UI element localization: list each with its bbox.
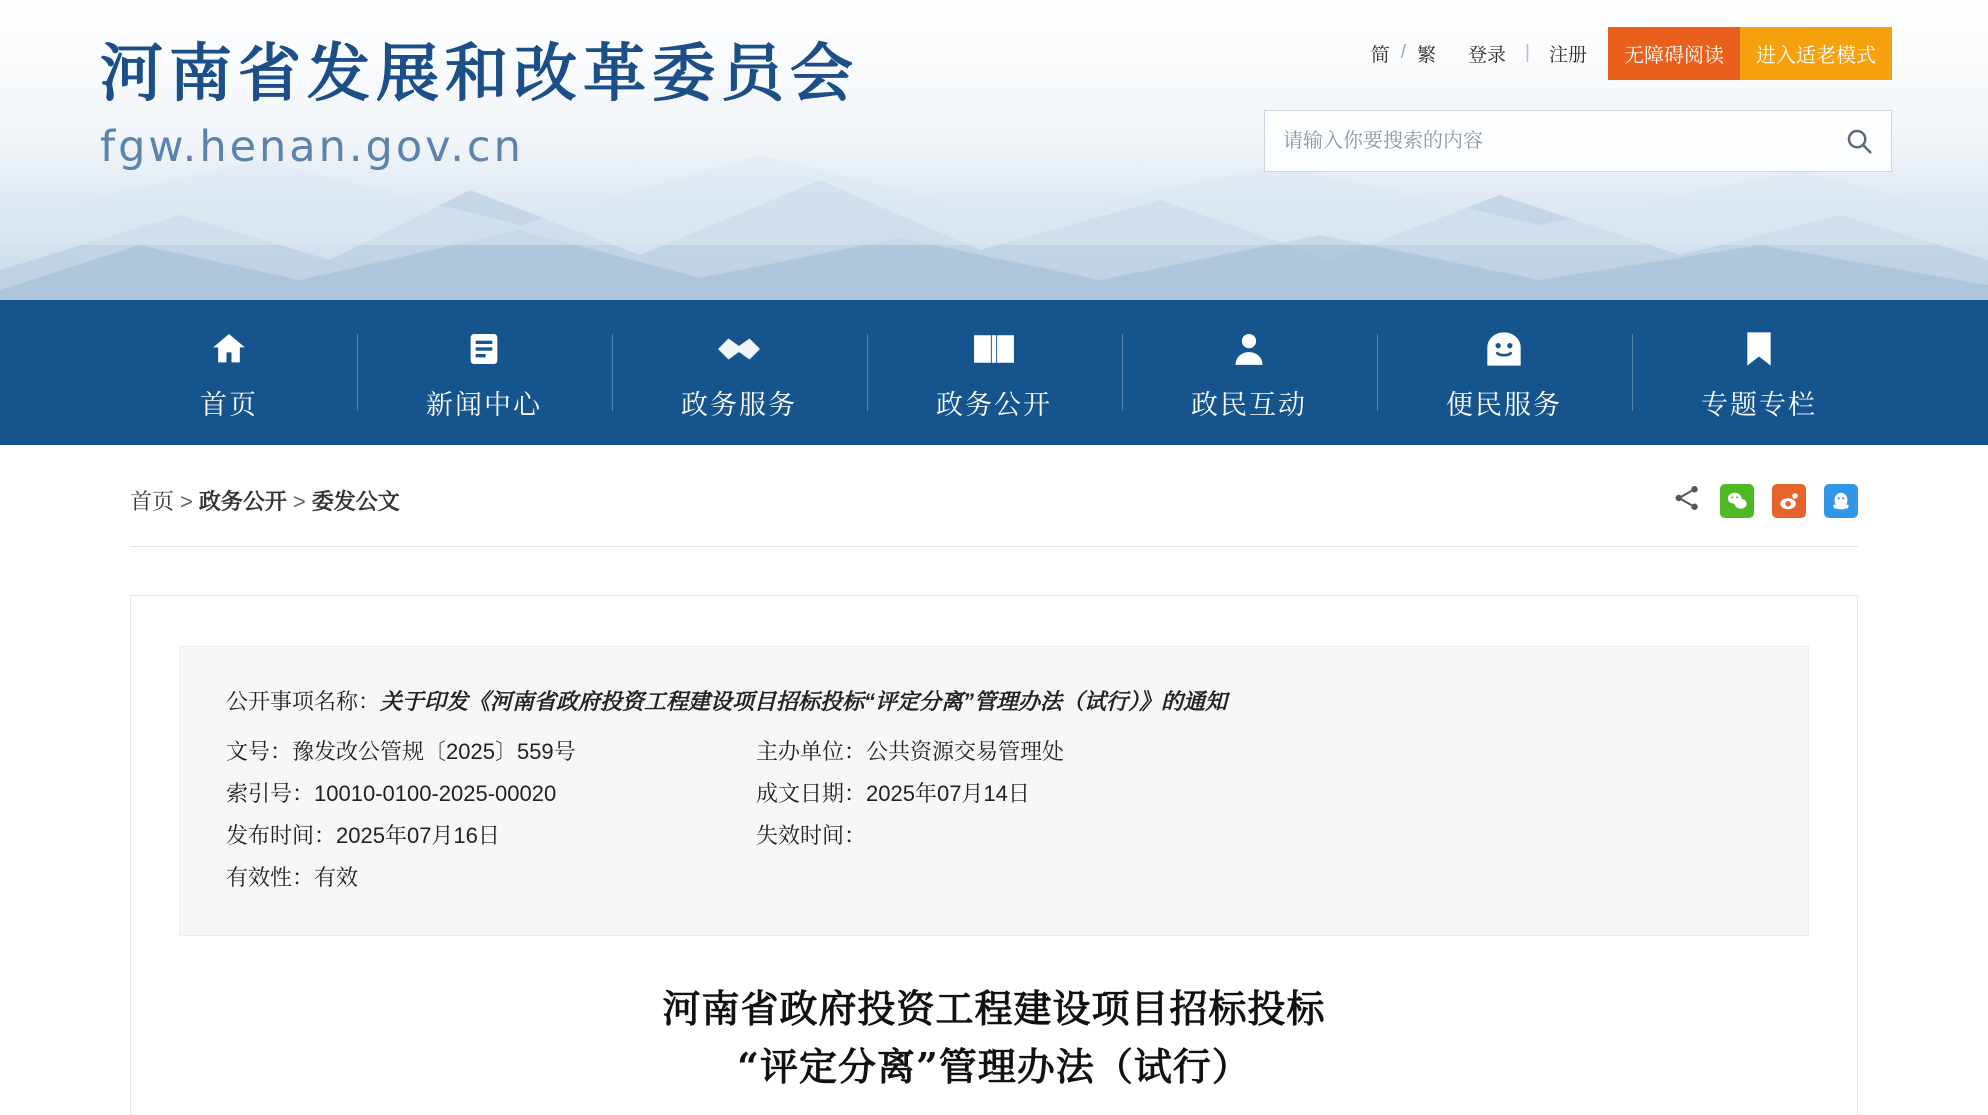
meta-publish-label: 发布时间：: [226, 823, 337, 848]
meta-grid: [226, 731, 1762, 899]
site-domain: fgw.henan.gov.cn: [100, 121, 524, 172]
meta-publish-value: 2025年07月16日: [336, 823, 500, 848]
share-nodes-icon[interactable]: [1672, 483, 1702, 518]
meta-name-value: 关于印发《河南省政府投资工程建设项目招标投标“评定分离”管理办法（试行）》的通知: [380, 689, 1228, 714]
breadcrumb-sep-2: >: [292, 489, 306, 514]
doc-title-line-2: “评定分离”管理办法（试行）: [737, 1044, 1251, 1089]
meta-org: [756, 731, 1762, 773]
nav-item-home[interactable]: [102, 300, 357, 445]
nav-item-convenience-service[interactable]: [1377, 300, 1632, 445]
share-row: [1672, 483, 1858, 518]
site-header-banner: [0, 0, 1988, 300]
lang-simplified-link[interactable]: 简: [1370, 44, 1390, 66]
nav-label: 便民服务: [1446, 390, 1562, 421]
article-meta-box: [179, 646, 1809, 936]
barrier-free-button[interactable]: 无障碍阅读: [1608, 27, 1740, 80]
utility-bar: [1362, 30, 1892, 76]
breadcrumb-level-2[interactable]: 政务公开: [198, 489, 287, 514]
meta-validity-label: 有效性：: [226, 865, 315, 890]
nav-label: 政民互动: [1191, 390, 1307, 421]
meta-empty-cell: [756, 857, 1762, 899]
nav-item-gov-openness[interactable]: [867, 300, 1122, 445]
utility-pipe: |: [1525, 42, 1530, 63]
weibo-icon[interactable]: [1772, 484, 1806, 518]
nav-label: 专题专栏: [1701, 390, 1817, 421]
meta-expire-time: [756, 815, 1762, 857]
search-input[interactable]: [1265, 130, 1827, 153]
meta-index-label: 索引号：: [226, 781, 315, 806]
nav-label: 政务公开: [936, 390, 1052, 421]
nav-item-gov-service[interactable]: [612, 300, 867, 445]
page-title: [179, 980, 1809, 1096]
meta-validity-value: 有效: [314, 865, 359, 890]
site-logo[interactable]: [100, 36, 859, 172]
person-icon: [1230, 323, 1268, 369]
breadcrumb-sep-1: >: [180, 489, 193, 514]
meta-publish-time: [226, 815, 756, 857]
bookmark-icon: [1741, 323, 1777, 369]
doc-title-line-1: 河南省政府投资工程建设项目招标投标: [662, 986, 1326, 1031]
lang-traditional-link[interactable]: 繁: [1417, 44, 1437, 66]
site-title-cn: 河南省发展和改革委员会: [100, 37, 859, 110]
qq-icon[interactable]: [1824, 484, 1858, 518]
search-box[interactable]: [1264, 110, 1892, 172]
elder-mode-button[interactable]: 进入适老模式: [1740, 27, 1892, 80]
login-link[interactable]: 登录: [1468, 44, 1507, 66]
breadcrumb-level-3[interactable]: 委发公文: [311, 489, 400, 514]
main-nav: [0, 300, 1988, 445]
meta-expire-label: 失效时间：: [756, 823, 867, 848]
meta-validity: [226, 857, 756, 899]
meta-written-date-label: 成文日期：: [756, 781, 867, 806]
news-icon: [464, 323, 504, 369]
handshake-icon: [715, 323, 763, 369]
nav-item-special-topics[interactable]: [1632, 300, 1887, 445]
meta-org-value: 公共资源交易管理处: [866, 739, 1065, 764]
nav-label: 首页: [200, 390, 258, 421]
breadcrumb-home[interactable]: 首页: [130, 489, 175, 514]
book-icon: [971, 323, 1017, 369]
nav-label: 政务服务: [681, 390, 797, 421]
meta-written-date: [756, 773, 1762, 815]
meta-name-label: 公开事项名称：: [226, 689, 381, 714]
meta-doc-no-value: 豫发改公管规〔2025〕559号: [292, 739, 576, 764]
meta-index: [226, 773, 756, 815]
search-icon: [1844, 126, 1874, 156]
meta-org-label: 主办单位：: [756, 739, 867, 764]
smile-icon: [1483, 323, 1525, 369]
lang-separator: /: [1400, 42, 1407, 63]
nav-item-news-center[interactable]: [357, 300, 612, 445]
home-icon: [207, 323, 251, 369]
nav-item-public-interaction[interactable]: [1122, 300, 1377, 445]
meta-public-item-name: [226, 681, 1762, 723]
meta-index-value: 10010-0100-2025-00020: [314, 781, 557, 806]
article-container: [130, 595, 1858, 1115]
register-link[interactable]: 注册: [1548, 44, 1587, 66]
breadcrumb: [130, 485, 400, 516]
meta-written-date-value: 2025年07月14日: [866, 781, 1030, 806]
meta-doc-no-label: 文号：: [226, 739, 293, 764]
search-button[interactable]: [1827, 111, 1891, 171]
wechat-icon[interactable]: [1720, 484, 1754, 518]
meta-doc-no: [226, 731, 756, 773]
breadcrumb-section: [0, 445, 1988, 547]
nav-label: 新闻中心: [426, 390, 542, 421]
